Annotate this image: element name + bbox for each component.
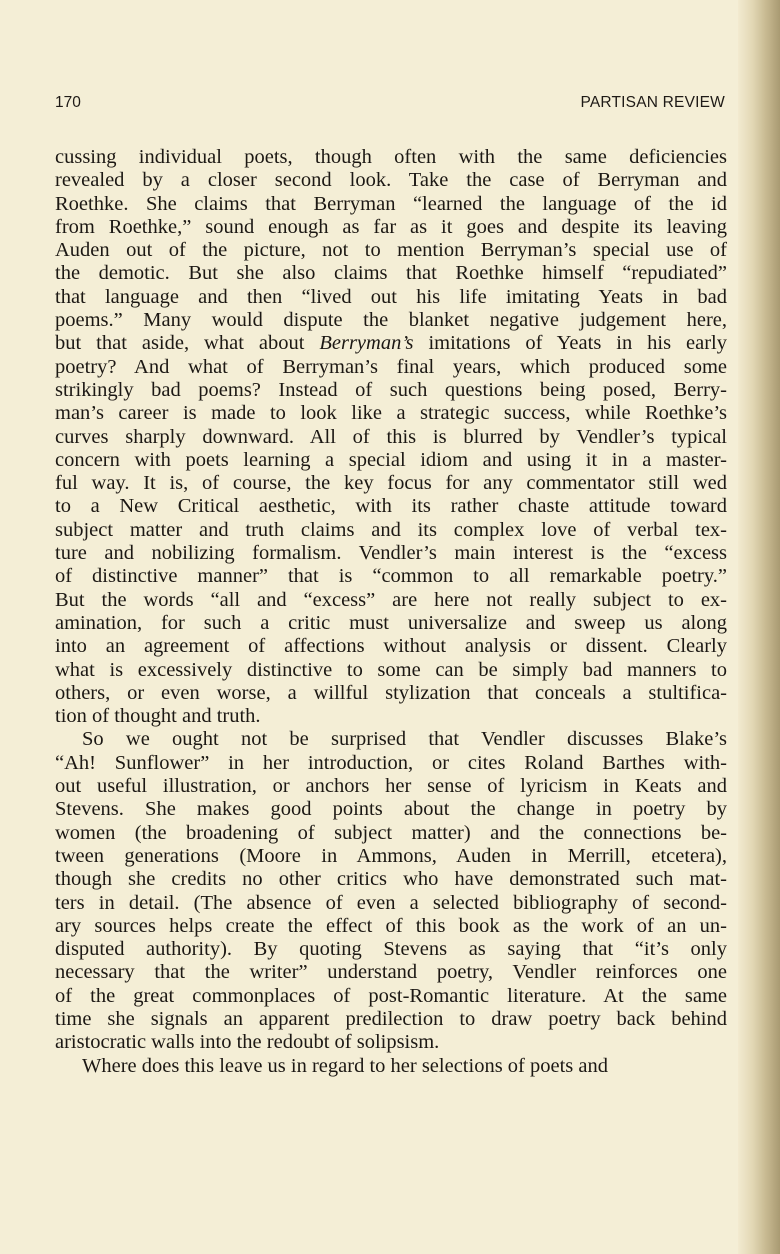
- text-line: [55, 565, 727, 588]
- text-line: [55, 286, 727, 309]
- text-line-content: revealed by a closer second look. Take the case of Berryman and: [55, 169, 727, 192]
- text-line: [55, 402, 727, 425]
- text-line: [55, 1055, 727, 1078]
- text-line-content: Stevens. She makes good points about the change in poetry by: [55, 798, 727, 821]
- text-line-content: poetry? And what of Berryman’s final years, which produced some: [55, 355, 727, 378]
- text-line-content: ful way. It is, of course, the key focus for any commentator still wed: [55, 472, 727, 495]
- text-line: [55, 332, 727, 355]
- text-line-content: [55, 332, 727, 355]
- text-line: [55, 612, 727, 635]
- text-line: [55, 193, 727, 216]
- text-line-content: aristocratic walls into the redoubt of solipsism.: [55, 1031, 440, 1054]
- text-line-content: of distinctive manner” that is “common to all remarkable poetry.”: [55, 565, 727, 588]
- text-line-content: cussing individual poets, though often with the same deficiencies: [55, 146, 727, 168]
- text-line-content: of the great commonplaces of post-Romantic literature. At the same: [55, 984, 727, 1007]
- text-line-content: out useful illustration, or anchors her sense of lyricism in Keats and: [55, 775, 727, 798]
- text-line: [55, 495, 727, 518]
- text-line: [55, 542, 727, 565]
- text-line: [55, 635, 727, 658]
- text-line-content: But the words “all and “excess” are here not really subject to ex-: [55, 588, 727, 611]
- text-line: [55, 868, 727, 891]
- text-line: [55, 938, 727, 961]
- text-line-content: into an agreement of affections without analysis or dissent. Clearly: [55, 635, 727, 658]
- running-title: PARTISAN REVIEW: [580, 94, 725, 111]
- text-line-content: ary sources helps create the effect of this book as the work of an un-: [55, 914, 727, 937]
- text-line-content: from Roethke,” sound enough as far as it goes and despite its leaving: [55, 215, 727, 238]
- text-line: [55, 961, 727, 984]
- text-line: [55, 775, 727, 798]
- text-segment: but that aside, what about: [55, 332, 320, 355]
- text-line-content: to a New Critical aesthetic, with its rather chaste attitude toward: [55, 495, 727, 518]
- text-line-content: amination, for such a critic must universalize and sweep us along: [55, 611, 727, 634]
- text-line: [55, 216, 727, 239]
- text-line: [55, 728, 727, 751]
- text-line-content: tween generations (Moore in Ammons, Auden in Merrill, etcetera),: [55, 844, 727, 867]
- text-line: [55, 239, 727, 262]
- text-line-content: tion of thought and truth.: [55, 705, 261, 728]
- page-edge-shadow: [738, 0, 780, 1254]
- page-number: 170: [55, 94, 81, 111]
- text-line: [55, 589, 727, 612]
- text-line-content: women (the broadening of subject matter) and the connections be-: [55, 821, 727, 844]
- text-line-content: necessary that the writer” understand poetry, Vendler reinforces one: [55, 961, 727, 984]
- text-line-content: ters in detail. (The absence of even a selected bibliography of second-: [55, 891, 727, 914]
- text-line-content: Where does this leave us in regard to her selections of poets and: [82, 1054, 608, 1077]
- text-line: [55, 1031, 727, 1054]
- body-text: [55, 146, 727, 1078]
- text-line-content: concern with poets learning a special idiom and using it in a master-: [55, 448, 727, 471]
- page-header: [55, 94, 725, 118]
- text-line: [55, 449, 727, 472]
- text-line: [55, 519, 727, 542]
- text-line: [55, 845, 727, 868]
- text-line: [55, 169, 727, 192]
- text-line: [55, 1008, 727, 1031]
- text-line-content: poems.” Many would dispute the blanket negative judgement here,: [55, 309, 727, 332]
- text-line-content: subject matter and truth claims and its complex love of verbal tex-: [55, 518, 727, 541]
- text-line: [55, 472, 727, 495]
- text-line-content: Auden out of the picture, not to mention Berryman’s special use of: [55, 239, 727, 262]
- text-line-content: though she credits no other critics who have demonstrated such mat-: [55, 868, 727, 891]
- text-line: [55, 682, 727, 705]
- text-line-content: So we ought not be surprised that Vendler discusses Blake’s: [82, 728, 727, 751]
- italic-title: Berryman’s: [319, 332, 414, 355]
- text-line-content: strikingly bad poems? Instead of such questions being posed, Berry-: [55, 378, 727, 401]
- text-line: [55, 379, 727, 402]
- text-line-content: disputed authority). By quoting Stevens as saying that “it’s only: [55, 938, 727, 961]
- text-line-content: curves sharply downward. All of this is blurred by Vendler’s typical: [55, 425, 727, 448]
- text-line-content: others, or even worse, a willful stylization that conceals a stultifica-: [55, 681, 727, 704]
- text-line: [55, 892, 727, 915]
- text-line: [55, 146, 727, 169]
- text-line: [55, 985, 727, 1008]
- text-line-content: “Ah! Sunflower” in her introduction, or cites Roland Barthes with-: [55, 751, 727, 774]
- text-line: [55, 798, 727, 821]
- text-line: [55, 426, 727, 449]
- text-line: [55, 659, 727, 682]
- text-line: [55, 356, 727, 379]
- text-line: [55, 705, 727, 728]
- text-line: [55, 752, 727, 775]
- text-segment: imitations of Yeats in his early: [413, 332, 727, 355]
- text-line: [55, 309, 727, 332]
- text-line-content: Roethke. She claims that Berryman “learned the language of the id: [55, 192, 727, 215]
- text-line-content: what is excessively distinctive to some can be simply bad manners to: [55, 658, 727, 681]
- text-line: [55, 262, 727, 285]
- text-line-content: ture and nobilizing formalism. Vendler’s main interest is the “excess: [55, 542, 727, 565]
- text-line-content: that language and then “lived out his life imitating Yeats in bad: [55, 285, 727, 308]
- text-line-content: man’s career is made to look like a strategic success, while Roethke’s: [55, 402, 727, 425]
- text-line-content: the demotic. But she also claims that Roethke himself “repudiated”: [55, 262, 727, 285]
- text-line: [55, 822, 727, 845]
- text-line-content: time she signals an apparent predilection to draw poetry back behind: [55, 1007, 727, 1030]
- text-line: [55, 915, 727, 938]
